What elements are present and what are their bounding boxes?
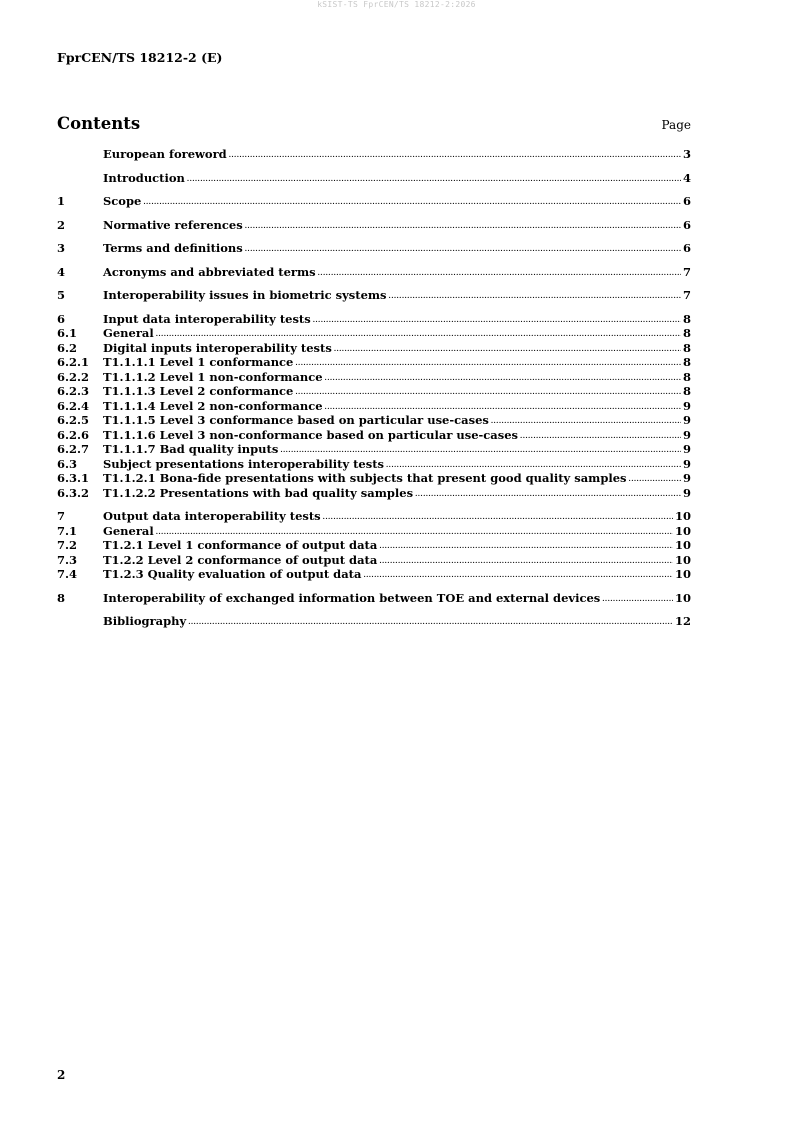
toc-entry-page: 8 — [682, 326, 691, 340]
toc-entry-page: 10 — [674, 590, 691, 605]
toc-entry-number: 6.2.5 — [57, 413, 90, 427]
toc-entry-number: 7.3 — [57, 552, 78, 567]
toc-entry[interactable] — [57, 241, 691, 256]
toc-dot-leader — [363, 566, 673, 583]
toc-entry-number: 1 — [57, 194, 66, 208]
toc-entry-page: 10 — [674, 552, 691, 567]
toc-entry-title: European foreword — [103, 147, 227, 161]
toc-entry[interactable] — [57, 370, 691, 385]
toc-dot-leader — [245, 217, 681, 234]
toc-entry[interactable] — [57, 591, 691, 606]
toc-entry-page: 8 — [682, 369, 691, 384]
toc-entry[interactable] — [57, 326, 691, 341]
document-id: FprCEN/TS 18212-2 (E) — [57, 50, 223, 65]
toc-dot-leader — [245, 240, 681, 257]
toc-entry-title: Output data interoperability tests — [103, 509, 321, 523]
toc-entry-title: T1.1.1.5 Level 3 conformance based on particular use-cases — [103, 413, 489, 427]
toc-entry-title: General — [103, 326, 154, 340]
toc-entry[interactable] — [57, 147, 691, 162]
toc-entry-page: 10 — [674, 567, 691, 581]
toc-entry-number: 5 — [57, 288, 66, 302]
toc-dot-leader — [415, 485, 681, 502]
toc-entry-title: T1.1.1.2 Level 1 non-conformance — [103, 369, 323, 384]
toc-entry[interactable] — [57, 288, 691, 303]
toc-entry-title: T1.1.1.6 Level 3 non-conformance based on particular use-cases — [103, 427, 519, 442]
toc-entry-page: 10 — [674, 538, 691, 552]
toc-entry-title: T1.2.1 Level 1 conformance of output data — [103, 538, 378, 552]
toc-entry[interactable] — [57, 413, 691, 428]
toc-entry-number: 4 — [57, 264, 66, 279]
toc-entry-number: 6.2.7 — [57, 442, 90, 456]
toc-entry[interactable] — [57, 384, 691, 399]
toc-entry-number: 6.3.1 — [57, 471, 90, 485]
toc-entry-page: 8 — [682, 311, 691, 326]
toc-entry-number: 8 — [57, 590, 66, 605]
toc-entry-title: T1.1.1.4 Level 2 non-conformance — [103, 398, 323, 413]
toc-entry-title: T1.2.2 Level 2 conformance of output data — [103, 552, 378, 567]
toc-entry-number: 7.2 — [57, 538, 78, 552]
toc-entry-title: Subject presentations interoperability tests — [103, 456, 385, 471]
toc-dot-leader — [389, 287, 681, 304]
toc-entry[interactable] — [57, 171, 691, 186]
contents-header — [57, 114, 691, 133]
watermark: kSIST-TS FprCEN/TS 18212-2:2026 — [317, 0, 476, 9]
toc-entry-number: 6.1 — [57, 326, 78, 340]
toc-entry-title: Interoperability issues in biometric systems — [103, 288, 387, 302]
toc-entry-title: T1.1.1.7 Bad quality inputs — [103, 442, 279, 456]
toc-entry-title: T1.1.2.2 Presentations with bad quality samples — [103, 485, 414, 500]
toc-entry[interactable] — [57, 442, 691, 457]
toc-entry-number: 2 — [57, 217, 66, 232]
toc-entry-page: 8 — [682, 384, 691, 398]
toc-entry-page: 10 — [674, 523, 691, 538]
toc-entry-page: 10 — [674, 509, 691, 523]
toc-entry-number: 6.2.4 — [57, 398, 90, 413]
toc-dot-leader — [602, 590, 673, 607]
toc-entry-page: 7 — [682, 288, 691, 302]
toc-entry-page: 9 — [682, 398, 691, 413]
toc-entry[interactable] — [57, 194, 691, 209]
toc-entry[interactable] — [57, 399, 691, 414]
toc-entry-page: 7 — [682, 264, 691, 279]
toc-entry[interactable] — [57, 538, 691, 553]
toc-entry-page: 9 — [682, 471, 691, 485]
toc-entry[interactable] — [57, 471, 691, 486]
toc-entry[interactable] — [57, 553, 691, 568]
toc-entry-title: Terms and definitions — [103, 241, 243, 255]
toc-entry-page: 6 — [682, 217, 691, 232]
page-column-label: Page — [661, 118, 691, 132]
toc-entry-page: 8 — [682, 355, 691, 369]
toc-entry-number: 6 — [57, 311, 66, 326]
toc-entry-number: 7.4 — [57, 567, 78, 581]
toc-dot-leader — [229, 146, 681, 163]
toc-entry[interactable] — [57, 312, 691, 327]
toc-entry-page: 6 — [682, 194, 691, 208]
toc-entry-title: Interoperability of exchanged information between TOE and external devices — [103, 590, 601, 605]
toc-dot-leader — [318, 264, 681, 281]
toc-entry[interactable] — [57, 614, 691, 629]
toc-entry[interactable] — [57, 218, 691, 233]
toc-entry-number: 6.2.6 — [57, 427, 90, 442]
toc-entry-page: 3 — [682, 147, 691, 161]
toc-entry-page: 9 — [682, 442, 691, 456]
toc-entry[interactable] — [57, 457, 691, 472]
toc-entry-number: 6.2.1 — [57, 355, 90, 369]
toc-entry-title: Acronyms and abbreviated terms — [103, 264, 316, 279]
toc-entry[interactable] — [57, 428, 691, 443]
toc-entry[interactable] — [57, 265, 691, 280]
toc-entry[interactable] — [57, 524, 691, 539]
toc-entry-number: 6.3 — [57, 456, 78, 471]
toc-entry-number: 6.2.3 — [57, 384, 90, 398]
toc-entry-number: 6.3.2 — [57, 485, 90, 500]
toc-entry-title: Normative references — [103, 217, 243, 232]
toc-dot-leader — [143, 193, 681, 210]
toc-entry-page: 9 — [682, 485, 691, 500]
toc-entry-title: T1.1.1.1 Level 1 conformance — [103, 355, 294, 369]
toc-dot-leader — [188, 613, 673, 630]
toc-entry[interactable] — [57, 509, 691, 524]
toc-entry[interactable] — [57, 567, 691, 582]
toc-entry-number: 6.2.2 — [57, 369, 90, 384]
page-number: 2 — [57, 1068, 66, 1082]
toc-entry-page: 8 — [682, 340, 691, 355]
toc-entry-number: 3 — [57, 241, 66, 255]
toc-entry-title: General — [103, 523, 154, 538]
table-of-contents — [57, 147, 691, 629]
toc-entry-title: T1.1.1.3 Level 2 conformance — [103, 384, 294, 398]
toc-entry-title: Input data interoperability tests — [103, 311, 311, 326]
toc-entry-title: Introduction — [103, 170, 185, 185]
toc-entry-title: T1.1.2.1 Bona-fide presentations with subjects that present good quality samples — [103, 471, 627, 485]
toc-entry-title: T1.2.3 Quality evaluation of output data — [103, 567, 362, 581]
toc-entry-number: 6.2 — [57, 340, 78, 355]
toc-entry-title: Bibliography — [103, 614, 187, 628]
toc-entry-page: 6 — [682, 241, 691, 255]
toc-entry-page: 9 — [682, 413, 691, 427]
toc-entry-page: 9 — [682, 456, 691, 471]
toc-entry-title: Scope — [103, 194, 142, 208]
toc-entry-page: 12 — [674, 614, 691, 628]
toc-entry[interactable] — [57, 486, 691, 501]
toc-entry[interactable] — [57, 355, 691, 370]
toc-entry[interactable] — [57, 341, 691, 356]
toc-entry-page: 4 — [682, 170, 691, 185]
toc-entry-title: Digital inputs interoperability tests — [103, 340, 332, 355]
contents-title: Contents — [57, 114, 141, 133]
toc-entry-number: 7.1 — [57, 523, 78, 538]
toc-dot-leader — [187, 170, 681, 187]
toc-entry-number: 7 — [57, 509, 66, 523]
toc-entry-page: 9 — [682, 427, 691, 442]
